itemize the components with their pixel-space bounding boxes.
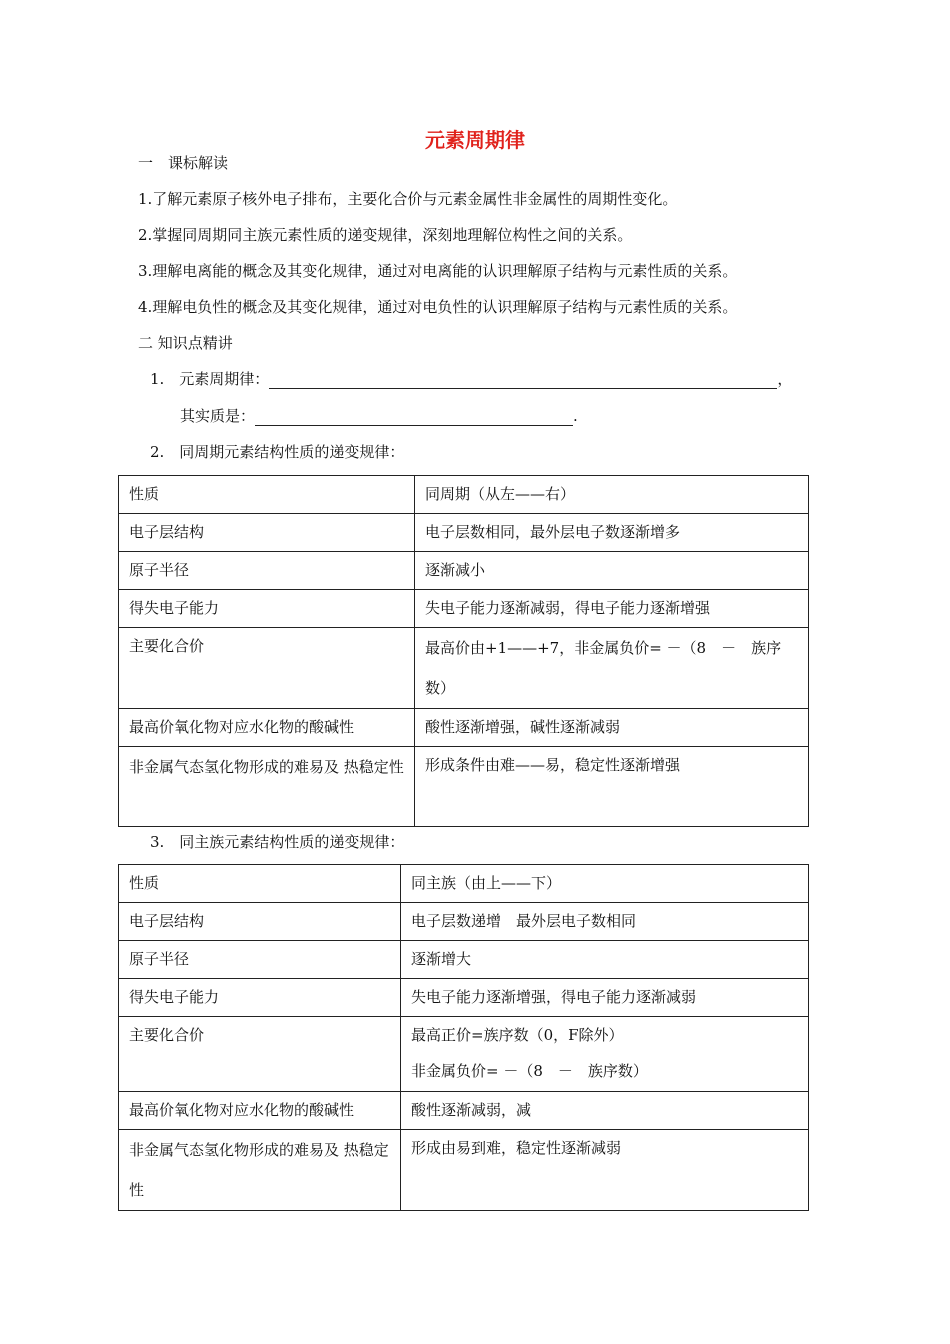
table-cell-value: 逐渐减小 [415, 552, 809, 590]
period-trend-table [118, 475, 809, 827]
table-cell-value: 酸性逐渐增强，碱性逐渐减弱 [415, 709, 809, 747]
table-row [119, 903, 809, 941]
group-rule-heading: 3. 同主族元素结构性质的递变规律： [150, 833, 405, 851]
table-cell-prop: 主要化合价 [119, 1017, 401, 1092]
section-heading-knowledge: 二 知识点精讲 [138, 334, 233, 352]
page-title: 元素周期律 [425, 128, 525, 152]
table-cell-value [401, 1017, 809, 1092]
group-trend-table [118, 864, 809, 1211]
table-row [119, 628, 809, 709]
period-rule-heading: 2. 同周期元素结构性质的递变规律： [150, 443, 405, 461]
table-row [119, 747, 809, 827]
table-row [119, 552, 809, 590]
table-row [119, 476, 809, 514]
standard-item-2: 2.掌握同周期同主族元素性质的递变规律，深刻地理解位构性之间的关系。 [138, 226, 633, 244]
table-row [119, 1017, 809, 1092]
standard-item-3: 3.理解电离能的概念及其变化规律，通过对电离能的认识理解原子结构与元素性质的关系。 [138, 262, 738, 280]
table-row [119, 709, 809, 747]
table-cell-prop: 电子层结构 [119, 903, 401, 941]
table-cell-value: 同主族（由上——下） [401, 865, 809, 903]
table-cell-value: 电子层数相同，最外层电子数逐渐增多 [415, 514, 809, 552]
table-cell-prop: 最高价氧化物对应水化物的酸碱性 [119, 1092, 401, 1130]
table-cell-value: 失电子能力逐渐减弱，得电子能力逐渐增强 [415, 590, 809, 628]
table-row [119, 941, 809, 979]
essence-line [180, 405, 578, 426]
table-cell-prop: 性质 [119, 865, 401, 903]
table-cell-prop: 原子半径 [119, 941, 401, 979]
table-cell-value: 最高价由+1——+7，非金属负价= －（8 － 族序数） [415, 628, 809, 709]
table-row [119, 979, 809, 1017]
periodic-law-blank [269, 372, 777, 389]
table-cell-value: 酸性逐渐减弱，减 [401, 1092, 809, 1130]
table-row [119, 1092, 809, 1130]
table-cell-prop: 电子层结构 [119, 514, 415, 552]
table-cell-prop: 得失电子能力 [119, 590, 415, 628]
standard-item-1: 1.了解元素原子核外电子排布，主要化合价与元素金属性非金属性的周期性变化。 [138, 190, 678, 208]
periodic-law-end: ， [777, 370, 793, 388]
max-valence-text: 最高正价=族序数（0，F除外） [411, 1026, 624, 1044]
table-cell-value: 电子层数递增 最外层电子数相同 [401, 903, 809, 941]
essence-label: 其实质是： [180, 407, 256, 425]
table-cell-value: 失电子能力逐渐增强，得电子能力逐渐减弱 [401, 979, 809, 1017]
table-cell-prop: 性质 [119, 476, 415, 514]
table-cell-value: 逐渐增大 [401, 941, 809, 979]
table-cell-value: 形成由易到难，稳定性逐渐减弱 [401, 1130, 809, 1211]
section-heading-standards: 一 课标解读 [138, 154, 229, 172]
table-cell-prop: 得失电子能力 [119, 979, 401, 1017]
table-row [119, 514, 809, 552]
table-row [119, 590, 809, 628]
table-cell-value: 同周期（从左——右） [415, 476, 809, 514]
table-row [119, 865, 809, 903]
table-cell-prop: 主要化合价 [119, 628, 415, 709]
nonmetal-negative-valence-text: 非金属负价= －（8 － 族序数） [411, 1062, 648, 1080]
table-row [119, 1130, 809, 1211]
standard-item-4: 4.理解电负性的概念及其变化规律，通过对电负性的认识理解原子结构与元素性质的关系。 [138, 298, 738, 316]
table-cell-prop: 非金属气态氢化物形成的难易及 热稳定性 [119, 1130, 401, 1211]
table-cell-prop: 原子半径 [119, 552, 415, 590]
table-cell-value: 形成条件由难——易，稳定性逐渐增强 [415, 747, 809, 827]
periodic-law-label: 1. 元素周期律： [150, 370, 270, 388]
table-cell-prop: 非金属气态氢化物形成的难易及 热稳定性 [119, 747, 415, 827]
essence-end: . [573, 407, 578, 425]
periodic-law-line [150, 368, 792, 389]
table-cell-prop: 最高价氧化物对应水化物的酸碱性 [119, 709, 415, 747]
essence-blank [255, 409, 573, 426]
